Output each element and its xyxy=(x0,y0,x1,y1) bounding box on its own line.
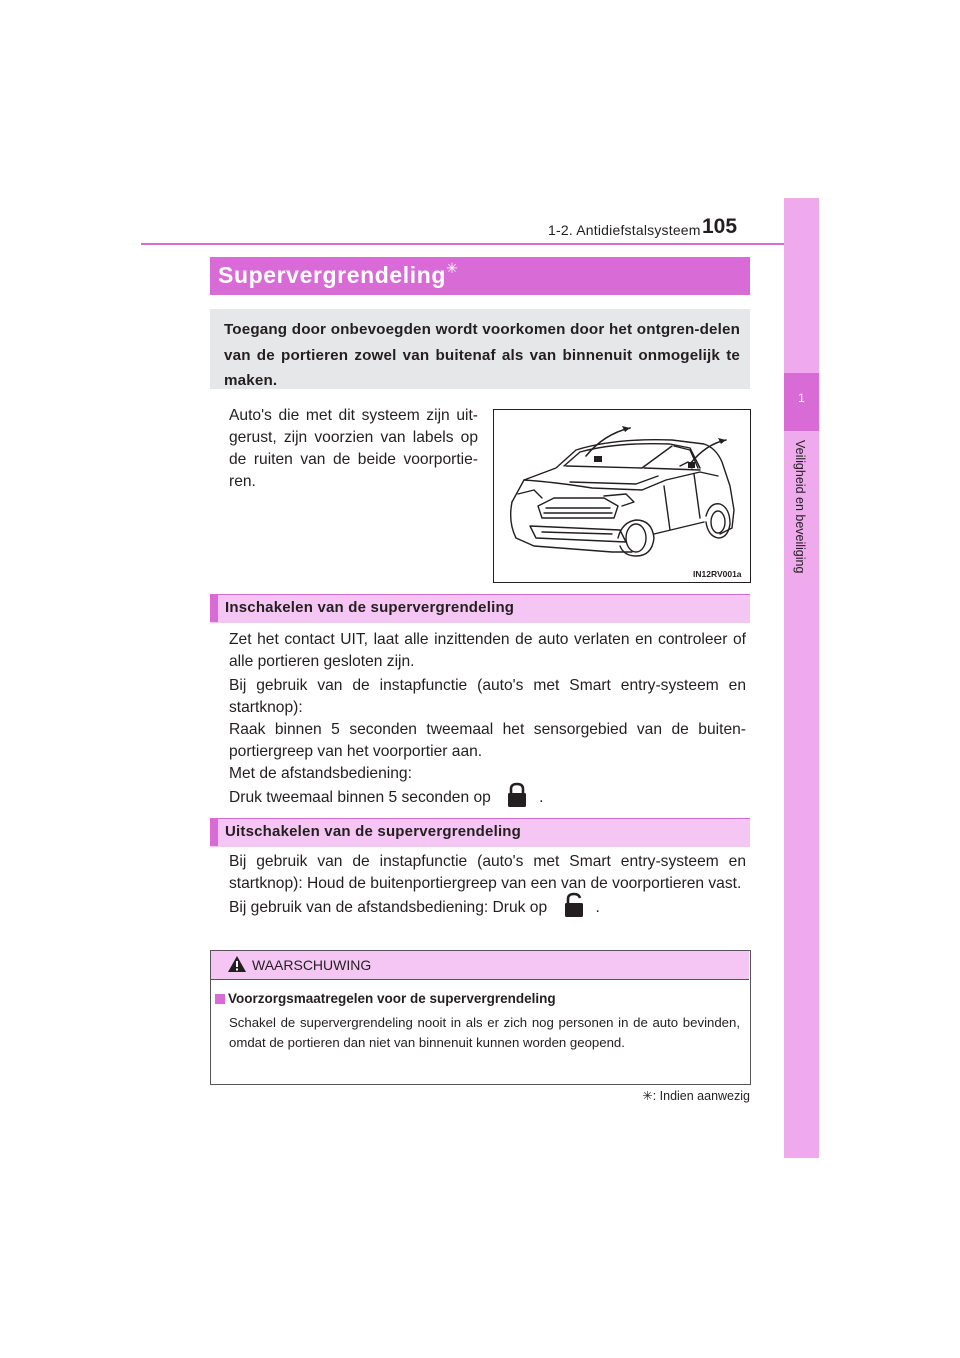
image-code: IN12RV001a xyxy=(693,569,742,579)
chapter-side-tab xyxy=(784,198,819,1158)
deactivate-paragraph xyxy=(229,851,746,921)
running-header-section: 1-2. Antidiefstalsysteem xyxy=(548,222,701,238)
optional-marker-icon: ✳ xyxy=(446,260,459,276)
car-illustration xyxy=(493,409,751,583)
activate-line-1: Bij gebruik van de instapfunctie (auto's met Smart entry-systeem en startknop): xyxy=(229,677,746,716)
header-rule xyxy=(141,243,818,245)
footnote-marker-icon: ✳ xyxy=(642,1089,653,1103)
warning-subtitle: Voorzorgsmaatregelen voor de supervergrendeling xyxy=(228,991,556,1006)
unlock-icon xyxy=(556,892,592,918)
chapter-title-vertical xyxy=(785,440,817,600)
activate-paragraph-2 xyxy=(229,675,746,811)
page-number: 105 xyxy=(702,215,738,238)
deactivate-line-2-end: . xyxy=(595,899,600,917)
chapter-title: Veiligheid en beveiliging xyxy=(793,440,807,574)
activate-paragraph-1: Zet het contact UIT, laat alle inzittenden de auto verlaten en controleer of alle portieren gesloten zijn. xyxy=(229,631,746,670)
bullet-square-icon xyxy=(215,994,225,1004)
section-activate-accent xyxy=(210,594,218,622)
activate-line-4-text: Druk tweemaal binnen 5 seconden op xyxy=(229,789,491,807)
section-deactivate-heading: Uitschakelen van de supervergrendeling xyxy=(225,823,522,840)
deactivate-line-1: Bij gebruik van de instapfunctie (auto's met Smart entry-systeem en startknop): Houd de buitenportiergreep van een van de voorportieren vast. xyxy=(229,853,746,892)
page-title xyxy=(218,262,458,289)
deactivate-line-2 xyxy=(229,895,746,921)
activate-line-2: Raak binnen 5 seconden tweemaal het sensorgebied van de buiten-portiergreep van het voorportier aan. xyxy=(229,721,746,760)
section-deactivate-accent xyxy=(210,818,218,846)
warning-body: Schakel de supervergrendeling nooit in als er zich nog personen in de auto bevinden, omdat de portieren dan niet van binnenuit kunnen worden geopend. xyxy=(229,1015,740,1050)
activate-line-4 xyxy=(229,785,746,811)
section-activate-heading: Inschakelen van de supervergrendeling xyxy=(225,599,515,616)
labels-paragraph: Auto's die met dit systeem zijn uit-gerust, zijn voorzien van labels op de ruiten van de beide voorportie-ren. xyxy=(229,407,478,490)
lock-icon xyxy=(499,782,535,808)
warning-triangle-icon xyxy=(227,955,247,973)
footnote-text: : Indien aanwezig xyxy=(652,1089,750,1103)
activate-line-3: Met de afstandsbediening: xyxy=(229,765,412,782)
deactivate-line-2-text: Bij gebruik van de afstandsbediening: Druk op xyxy=(229,899,548,917)
footnote xyxy=(625,1088,750,1103)
intro-text: Toegang door onbevoegden wordt voorkomen door het ontgren-delen van de portieren zowel van buitenaf als van binnenuit onmogelijk te maken. xyxy=(224,321,740,389)
chapter-number: 1 xyxy=(798,391,805,405)
warning-title: WAARSCHUWING xyxy=(252,957,372,973)
page-title-text: Supervergrendeling xyxy=(218,262,447,288)
car-illustration-icon xyxy=(494,410,750,582)
activate-line-4-end: . xyxy=(539,789,544,807)
